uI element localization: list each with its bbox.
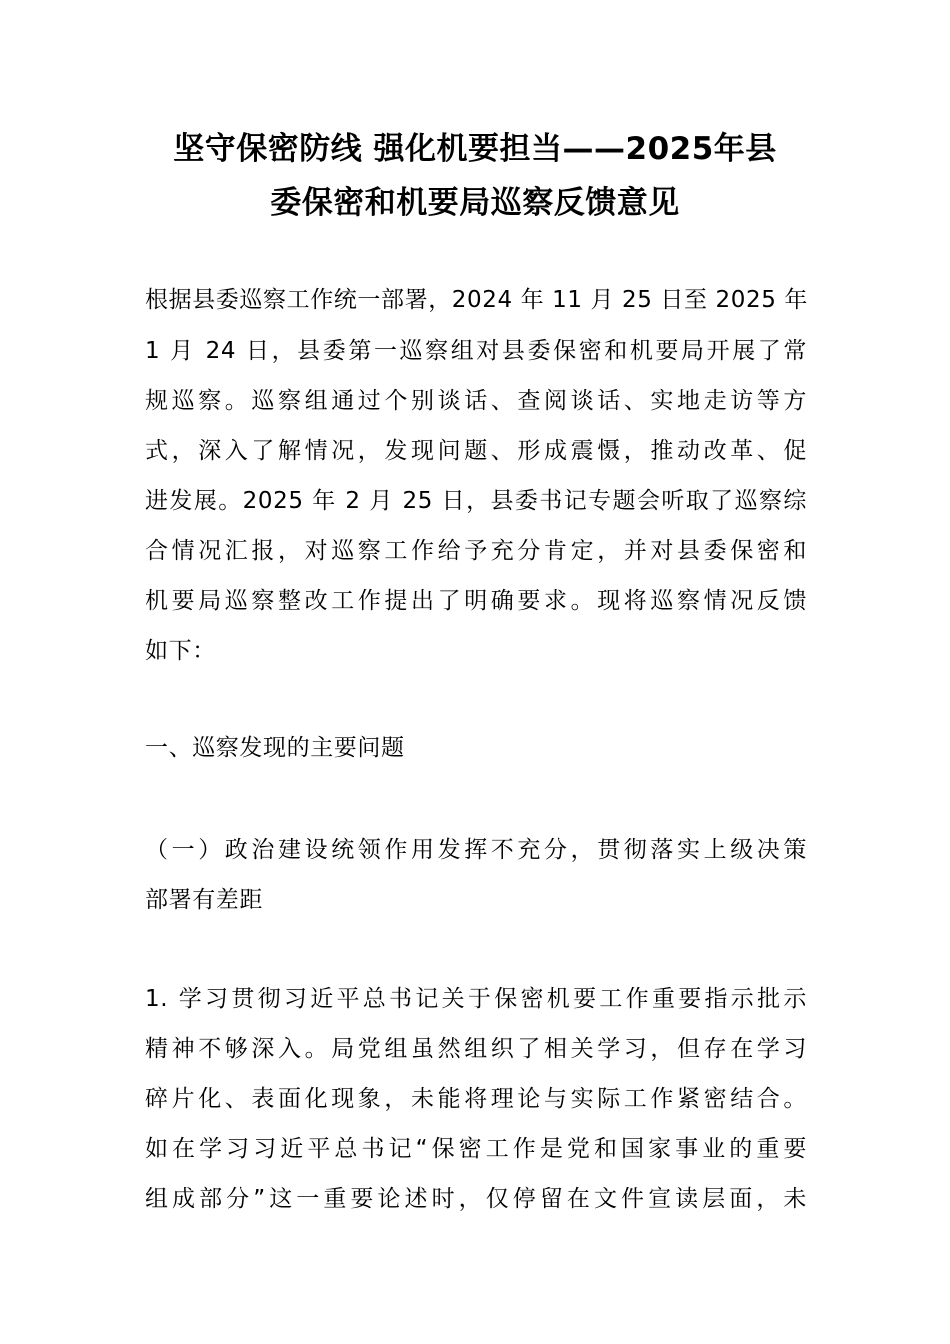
text-line: 1 月 24 日，县委第一巡察组对县委保密和机要局开展了常 — [145, 338, 807, 364]
text-line: 如下： — [145, 638, 216, 664]
text-line: 式，深入了解情况，发现问题、形成震慑，推动改革、促 — [145, 438, 807, 464]
text-line: 进发展。2025 年 2 月 25 日，县委书记专题会听取了巡察综 — [145, 488, 807, 514]
text-line: 精神不够深入。局党组虽然组织了相关学习，但存在学习 — [145, 1036, 807, 1062]
text-line: 组成部分”这一重要论述时，仅停留在文件宣读层面，未 — [145, 1186, 807, 1212]
text-line: 如在学习习近平总书记“保密工作是党和国家事业的重要 — [145, 1136, 807, 1162]
text-line: 碎片化、表面化现象，未能将理论与实际工作紧密结合。 — [145, 1086, 807, 1112]
section-heading: 一、巡察发现的主要问题 — [145, 735, 405, 761]
text-line: 合情况汇报，对巡察工作给予充分肯定，并对县委保密和 — [145, 538, 807, 564]
text-line: （一）政治建设统领作用发挥不充分，贯彻落实上级决策 — [145, 837, 807, 863]
document-title-line-1: 坚守保密防线 强化机要担当——2025年县 — [173, 131, 777, 167]
document-title-line-2: 委保密和机要局巡察反馈意见 — [270, 185, 680, 221]
text-line: 机要局巡察整改工作提出了明确要求。现将巡察情况反馈 — [145, 588, 807, 614]
text-line: 规巡察。巡察组通过个别谈话、查阅谈话、实地走访等方 — [145, 388, 807, 414]
text-line: 根据县委巡察工作统一部署，2024 年 11 月 25 日至 2025 年 — [145, 287, 808, 313]
text-line: 1. 学习贯彻习近平总书记关于保密机要工作重要指示批示 — [145, 986, 807, 1012]
text-line: 部署有差距 — [145, 887, 263, 913]
